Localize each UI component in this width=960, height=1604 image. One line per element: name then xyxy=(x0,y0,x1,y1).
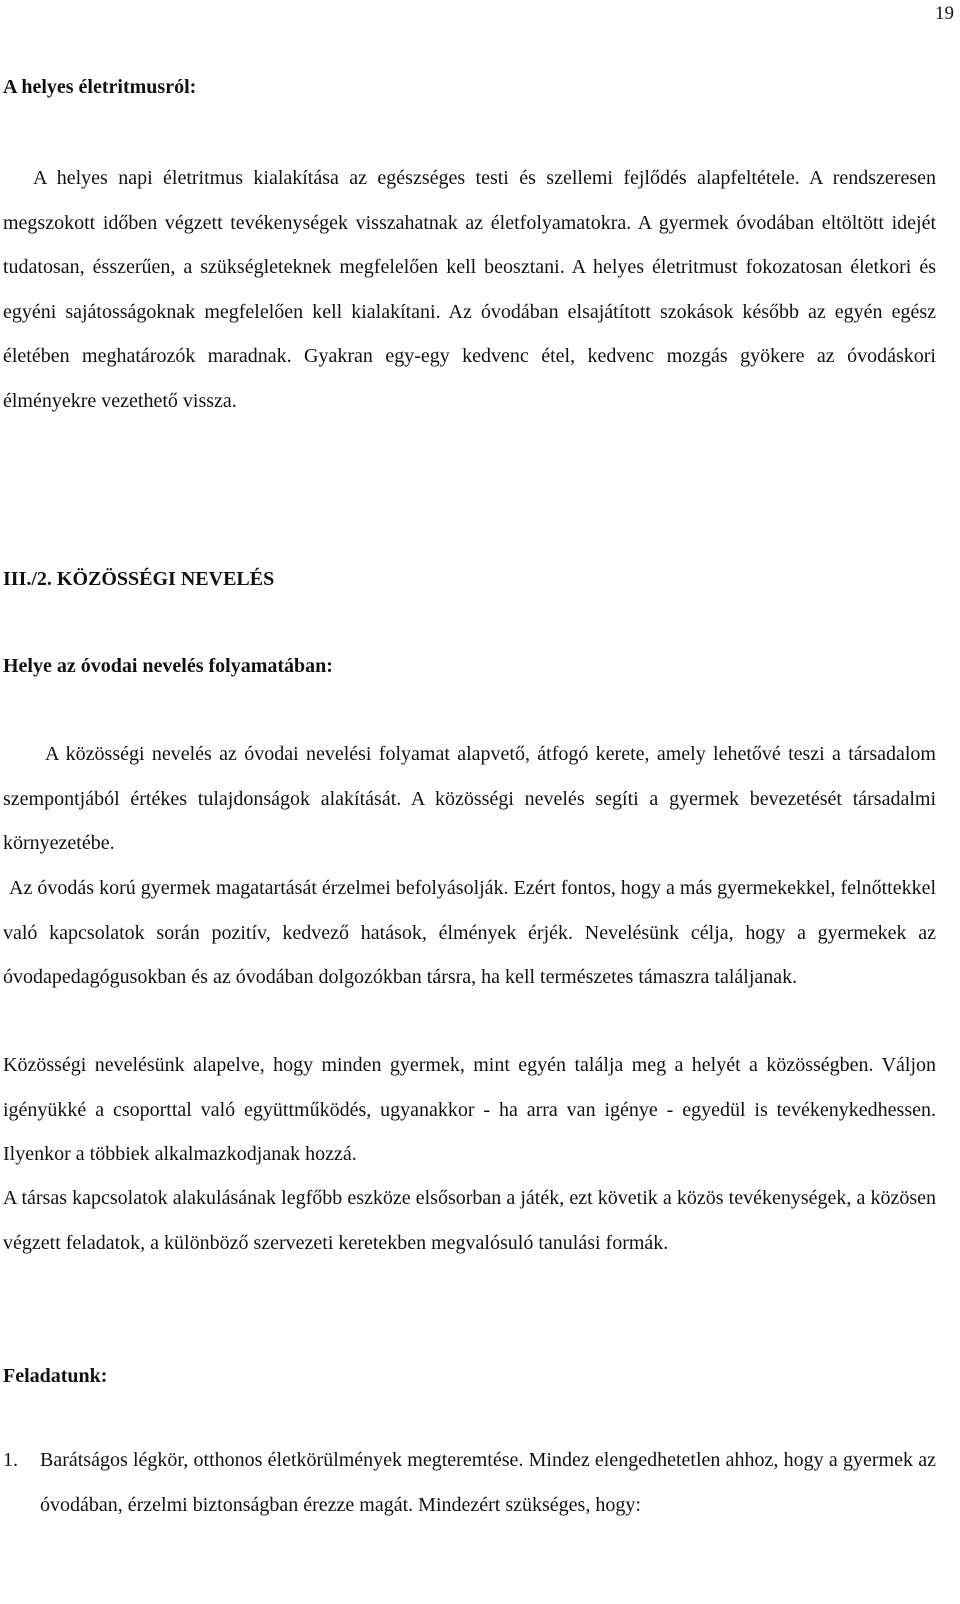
paragraph-kozossegi-2: Az óvodás korú gyermek magatartását érzelmei befolyásolják. Ezért fontos, hogy a más gyermekekkel, felnőttekkel való kapcsolatok során pozitív, kedvező hatások, élmények érjék. Nevelésünk célja, hogy a gyermekek az óvodapedagógusokban és az óvodában dolgozókban társra, ha kell természetes támaszra találjanak. xyxy=(3,877,936,988)
paragraph-kozossegi-4: A társas kapcsolatok alakulásának legfőbb eszköze elsősorban a játék, ezt követik a közös tevékenységek, a közösen végzett feladatok, a különböző szervezeti keretekben megvalósuló tanulási formák. xyxy=(3,1187,936,1254)
paragraph-kozossegi-1: A közösségi nevelés az óvodai nevelési folyamat alapvető, átfogó kerete, amely lehetővé teszi a társadalom szempontjából értékes tulajdonságok alakítását. A közösségi nevelés segíti a gyermek bevezetését társadalmi környezetébe. xyxy=(3,743,936,854)
paragraph-eletritmus: A helyes napi életritmus kialakítása az egészséges testi és szellemi fejlődés alapfeltétele. A rendszeresen megszokott időben végzett tevékenységek visszahatnak az életfolyamatokra. A gyermek óvodában eltöltött idejét tudatosan, ésszerűen, a szükségleteknek megfelelően kell beosztani. A helyes életritmust fokozatosan életkori és egyéni sajátosságoknak megfelelően kell kialakítani. Az óvodában elsajátított szokások később az egyén egész életében meghatározók maradnak. Gyakran egy-egy kedvenc étel, kedvenc mozgás gyökere az óvodáskori élményekre vezethető vissza. xyxy=(3,167,936,412)
section-heading-eletritmus: A helyes életritmusról: xyxy=(3,76,197,98)
chapter-heading-kozossegi-neveles: III./2. KÖZÖSSÉGI NEVELÉS xyxy=(3,568,275,590)
subheading-helye: Helye az óvodai nevelés folyamatában: xyxy=(3,655,333,677)
list-item-number: 1. xyxy=(3,1449,18,1471)
list-item-text: Barátságos légkör, otthonos életkörülmények megteremtése. Mindez elengedhetetlen ahhoz, hogy a gyermek az óvodában, érzelmi biztonságban érezze magát. Mindezért szükséges, hogy: xyxy=(40,1449,936,1516)
paragraph-kozossegi-3: Közösségi nevelésünk alapelve, hogy minden gyermek, mint egyén találja meg a helyét a közösségben. Váljon igényükké a csoporttal való együttműködés, ugyanakkor - ha arra van igénye - egyedül is tevékenykedhessen. Ilyenkor a többiek alkalmazkodjanak hozzá. xyxy=(3,1054,936,1165)
heading-feladatunk: Feladatunk: xyxy=(3,1365,108,1387)
page-number: 19 xyxy=(935,3,954,24)
list-item xyxy=(3,1438,936,1527)
